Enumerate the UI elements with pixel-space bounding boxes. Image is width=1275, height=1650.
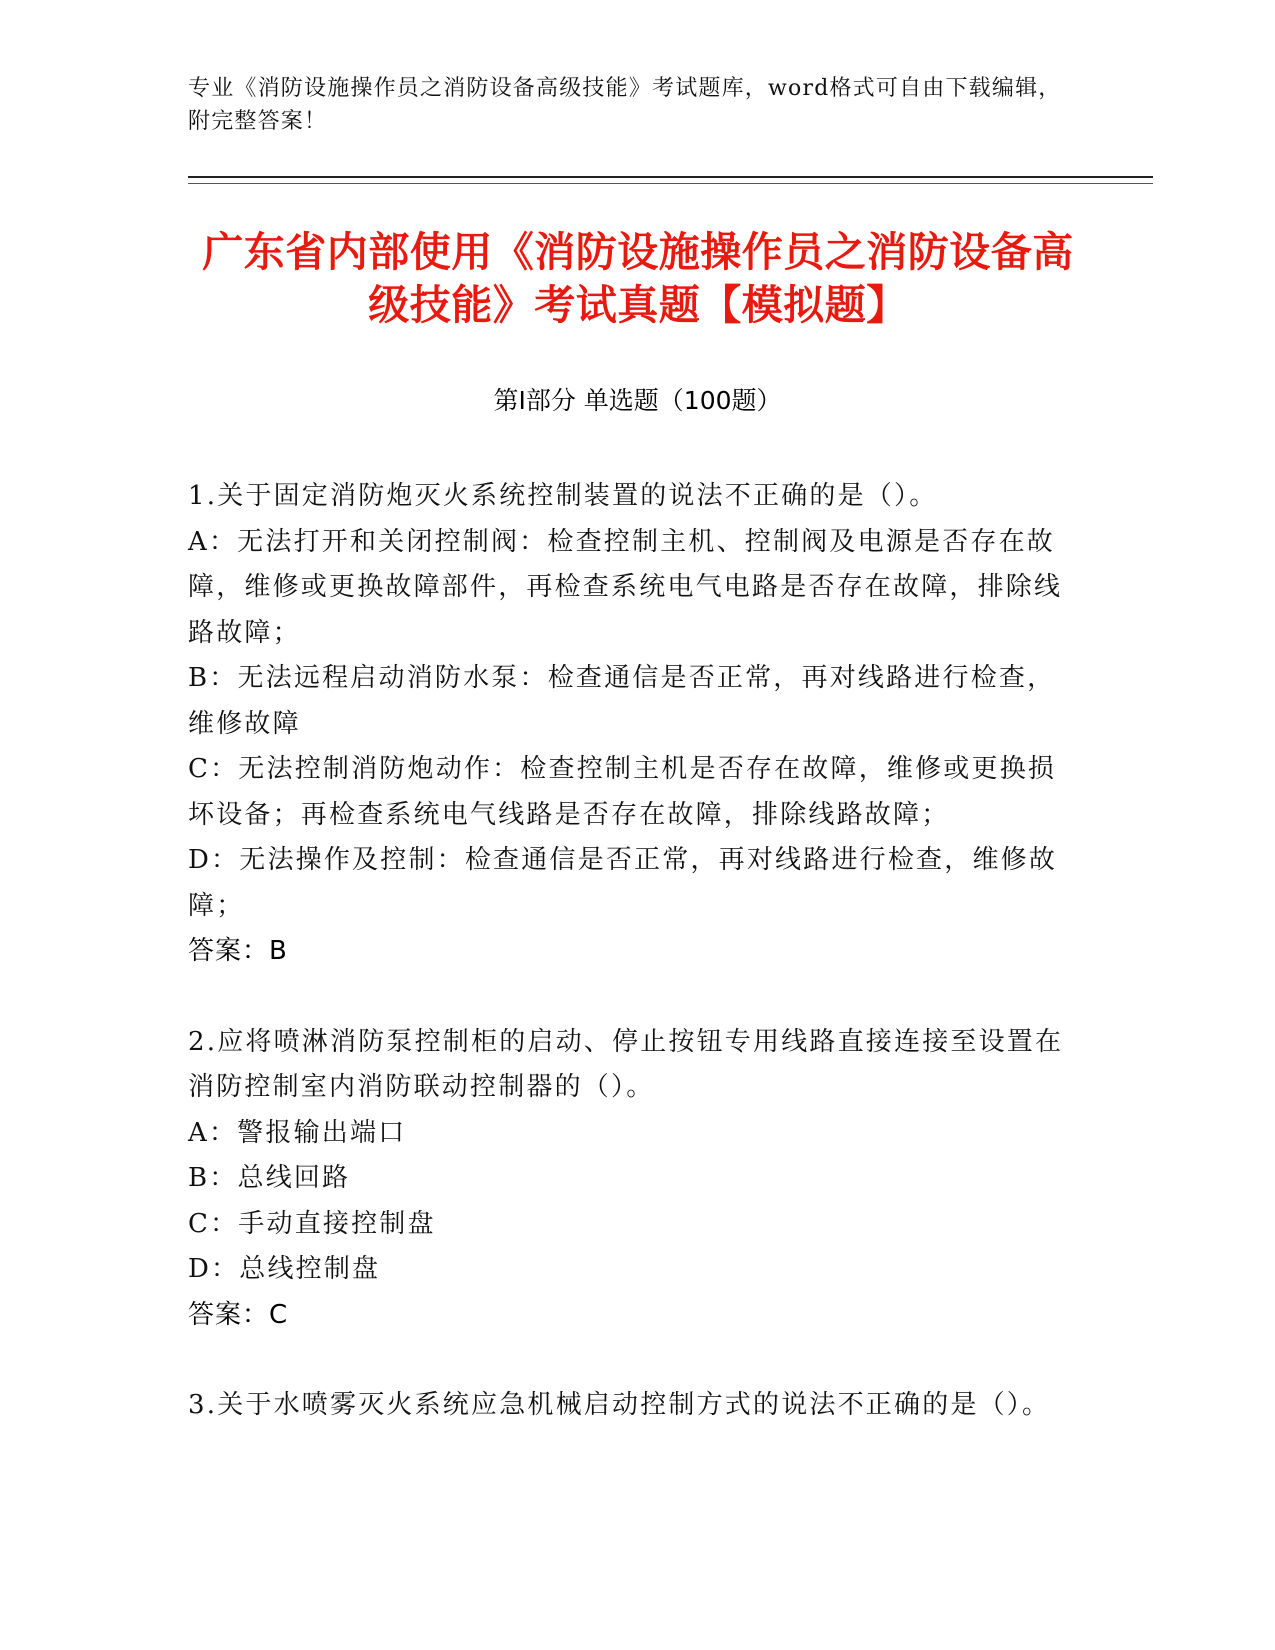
option-c: C：无法控制消防炮动作：检查控制主机是否存在故障，维修或更换损坏设备；再检查系统电气线路是否存在故障，排除线路故障； [188,754,1057,830]
question-stem: 3.关于水喷雾灭火系统应急机械启动控制方式的说法不正确的是（）。 [188,1390,1051,1420]
option-c: C：手动直接控制盘 [188,1208,436,1239]
option-a: A：无法打开和关闭控制阀：检查控制主机、控制阀及电源是否存在故障，维修或更换故障部件，再检查系统电气电路是否存在故障，排除线路故障； [188,526,1063,648]
question-2 [188,1020,1068,1339]
option-d: D：总线控制盘 [188,1254,381,1284]
answer: 答案：B [188,936,288,966]
option-a: A：警报输出端口 [188,1117,407,1148]
header-divider-thick [188,176,1153,178]
question-1 [188,474,1068,975]
question-3 [188,1383,1068,1429]
option-b: B：无法远程启动消防水泵：检查通信是否正常，再对线路进行检查，维修故障 [188,663,1056,739]
header-note: 专业《消防设施操作员之消防设备高级技能》考试题库，word格式可自由下载编辑，附完整答案！ [188,76,1062,134]
header-divider-thin [188,183,1153,184]
question-list [188,474,1068,1474]
document-title: 广东省内部使用《消防设施操作员之消防设备高级技能》考试真题【模拟题】 [202,228,1074,329]
answer: 答案：C [188,1299,289,1330]
question-stem: 2.应将喷淋消防泵控制柜的启动、停止按钮专用线路直接连接至设置在消防控制室内消防联动控制器的（）。 [188,1026,1064,1102]
option-b: B：总线回路 [188,1163,351,1193]
option-d: D：无法操作及控制：检查通信是否正常，再对线路进行检查，维修故障； [188,845,1058,921]
section-heading: 第I部分 单选题（100题） [493,386,782,415]
question-stem: 1.关于固定消防炮灭火系统控制装置的说法不正确的是（）。 [188,481,938,511]
